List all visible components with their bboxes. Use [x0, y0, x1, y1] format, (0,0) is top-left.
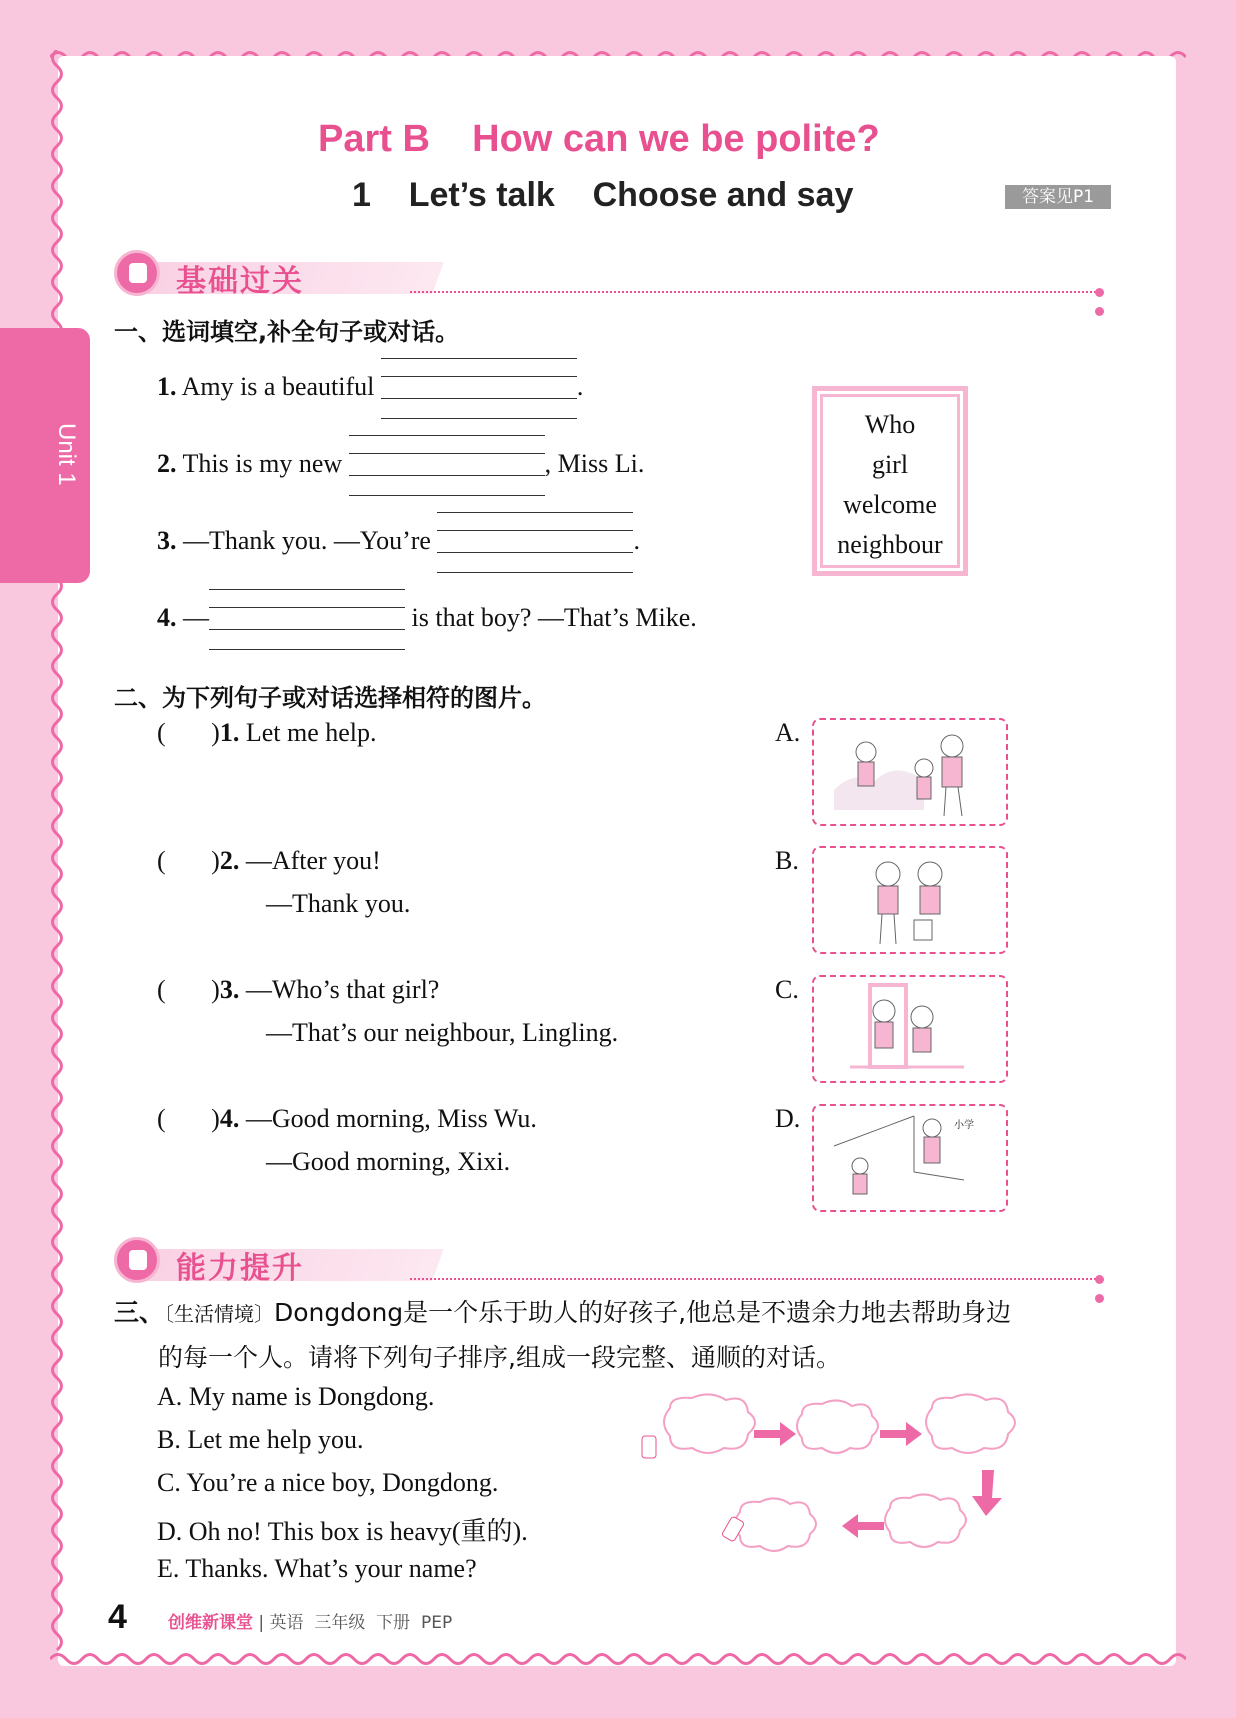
- item-text: —: [183, 603, 209, 632]
- item-number: 1.: [157, 372, 177, 401]
- picture-a-box: [812, 718, 1008, 826]
- item-text: This is my new: [182, 449, 343, 478]
- children-helping-illustration: [814, 848, 1006, 952]
- dots-ornament-icon: [1095, 282, 1110, 320]
- item-number: 1.: [219, 718, 240, 747]
- item-line: —After you!: [245, 846, 381, 875]
- answer-bracket[interactable]: ( ): [157, 718, 220, 747]
- lesson-title: 1 Let’s talk Choose and say: [352, 176, 854, 214]
- match-item: [157, 846, 381, 876]
- option-item: C. You’re a nice boy, Dongdong.: [157, 1468, 499, 1497]
- item-line: —Good morning, Xixi.: [266, 1147, 511, 1176]
- left-wavy-border: [48, 50, 66, 1660]
- question-3-instruction: [114, 1291, 1114, 1380]
- unit-tab-label: Unit 1: [53, 423, 80, 486]
- answer-cloud-4[interactable]: [885, 1494, 966, 1547]
- item-text: Amy is a beautiful: [181, 372, 375, 401]
- word-bank-item: girl: [871, 450, 909, 479]
- trophy-mascot-icon: [114, 1237, 160, 1283]
- question-number: 三、: [114, 1298, 165, 1327]
- fill-item: [157, 603, 697, 633]
- picture-c-box: [812, 975, 1008, 1083]
- item-line: —Who’s that girl?: [245, 975, 440, 1004]
- answer-blank[interactable]: [381, 376, 577, 402]
- children-at-door-illustration: [814, 977, 1006, 1081]
- picture-b-box: [812, 846, 1008, 954]
- item-line: —That’s our neighbour, Lingling.: [266, 1018, 619, 1047]
- ordering-flow-diagram: [630, 1390, 1050, 1570]
- item-number: 3.: [157, 526, 177, 555]
- item-text-after: is that boy? —That’s Mike.: [411, 603, 697, 632]
- item-number: 3.: [219, 975, 240, 1004]
- school-sign: 小学: [954, 1120, 974, 1131]
- item-text-after: , Miss Li.: [544, 449, 645, 478]
- answer-reference-tag: 答案见P1: [1005, 185, 1111, 209]
- fill-item: [157, 372, 583, 402]
- option-item: A. My name is Dongdong.: [157, 1382, 435, 1411]
- footer-info: [168, 1608, 452, 1633]
- dotted-divider: [410, 291, 1100, 293]
- school-greeting-illustration: [814, 1106, 1006, 1210]
- answer-blank[interactable]: [437, 530, 633, 556]
- instruction-line: Dongdong是一个乐于助人的好孩子,他总是不遗余力地去帮助身边: [274, 1298, 1012, 1327]
- part-title: Part B How can we be polite?: [318, 118, 880, 160]
- question-2-instruction: 二、为下列句子或对话选择相符的图片。: [114, 684, 546, 712]
- arrow-right-icon: [880, 1422, 922, 1446]
- mascot-icon: [114, 250, 160, 296]
- picture-letter: B.: [775, 846, 799, 875]
- bottom-wavy-border: [50, 1650, 1186, 1668]
- option-item: E. Thanks. What’s your name?: [157, 1554, 477, 1583]
- item-number: 2.: [219, 846, 240, 875]
- section-heading-label: 基础过关: [176, 264, 304, 299]
- word-bank-item: Who: [864, 410, 916, 439]
- unit-tab: [0, 328, 90, 583]
- section-heading-basic: [110, 246, 1110, 298]
- picture-letter: C.: [775, 975, 799, 1004]
- picture-letter: A.: [775, 718, 801, 747]
- picture-letter: D.: [775, 1104, 801, 1133]
- bottle-icon: [642, 1436, 656, 1458]
- match-item: [157, 1104, 537, 1134]
- arrow-left-icon: [842, 1514, 884, 1538]
- answer-blank[interactable]: [349, 453, 545, 479]
- page-number: 4: [108, 1598, 127, 1636]
- item-line: —Good morning, Miss Wu.: [245, 1104, 537, 1133]
- item-number: 4.: [219, 1104, 240, 1133]
- answer-cloud-3[interactable]: [926, 1394, 1015, 1453]
- fill-item: [157, 449, 644, 479]
- answer-bracket[interactable]: ( ): [157, 846, 220, 875]
- dotted-divider: [410, 1278, 1100, 1280]
- option-item: D. Oh no! This box is heavy(重的).: [157, 1517, 528, 1546]
- word-bank-item: welcome: [843, 490, 937, 519]
- match-item: [157, 975, 439, 1005]
- children-greeting-illustration: [814, 720, 1006, 824]
- item-text-after: .: [633, 526, 640, 555]
- word-bank-item: neighbour: [837, 530, 943, 559]
- brand-name: 创维新课堂: [168, 1613, 253, 1633]
- word-bank-box: [812, 386, 968, 576]
- answer-cloud-1[interactable]: [664, 1394, 755, 1453]
- section-heading-advanced: [110, 1233, 1110, 1285]
- item-text-after: .: [576, 372, 584, 401]
- match-item: [157, 718, 377, 748]
- item-line: Let me help.: [245, 718, 377, 747]
- picture-d-box: [812, 1104, 1008, 1212]
- answer-cloud-5[interactable]: [735, 1498, 816, 1551]
- answer-cloud-2[interactable]: [797, 1400, 878, 1453]
- item-text: —Thank you. —You’re: [183, 526, 431, 555]
- book-info: | 英语 三年级 下册 PEP: [258, 1613, 453, 1633]
- section-heading-label: 能力提升: [176, 1251, 304, 1286]
- instruction-line: 的每一个人。请将下列句子排序,组成一段完整、通顺的对话。: [158, 1343, 841, 1372]
- item-line: —Thank you.: [266, 889, 411, 918]
- fill-item: [157, 526, 640, 556]
- arrow-right-icon: [754, 1422, 796, 1446]
- item-number: 4.: [157, 603, 177, 632]
- answer-bracket[interactable]: ( ): [157, 1104, 220, 1133]
- question-1-instruction: 一、选词填空,补全句子或对话。: [114, 318, 460, 346]
- answer-blank[interactable]: [209, 607, 405, 633]
- item-number: 2.: [157, 449, 177, 478]
- arrow-down-icon: [972, 1470, 1002, 1516]
- answer-bracket[interactable]: ( ): [157, 975, 220, 1004]
- option-item: B. Let me help you.: [157, 1425, 364, 1454]
- context-tag: 〔生活情境〕: [164, 1302, 275, 1326]
